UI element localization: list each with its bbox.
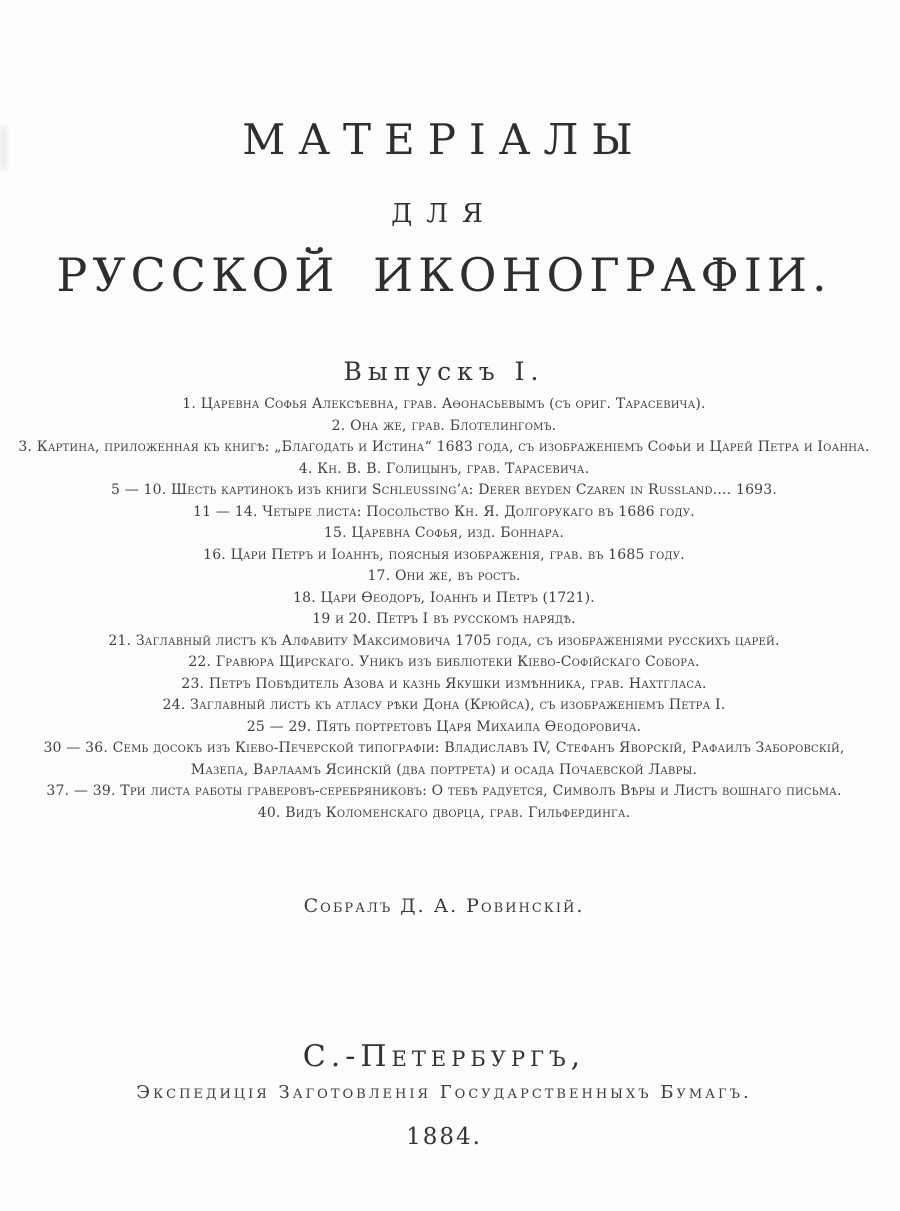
list-item: 11 — 14. Четыре листа: Посольство Кн. Я. Долгорукаго въ 1686 году.: [193, 503, 695, 520]
title-preposition: ДЛЯ: [391, 199, 497, 229]
list-item: 5 — 10. Шесть картинокъ изъ книги Schleussing’a: Derer beyden Czaren in Russland.... 1693.: [110, 482, 778, 498]
list-item: 4. Кн. В. В. Голицынъ, грав. Тарасевича.: [298, 460, 590, 477]
list-item: 2. Она же, грав. Блотелингомъ.: [331, 417, 557, 434]
imprint-publisher: Экспедиція Заготовленія Государственныхъ Бумагъ.: [136, 1082, 752, 1103]
compiler-line: Собралъ Д. А. Ровинскій.: [303, 895, 585, 917]
list-item: 16. Цари Петръ и Іоаннъ, поясныя изображенія, грав. въ 1685 году.: [203, 546, 685, 563]
list-item: 24. Заглавный листъ къ атласу рѣки Дона (Крюйса), съ изображеніемъ Петра I.: [162, 697, 726, 713]
imprint-city: С.-Петербургъ,: [302, 1039, 586, 1074]
list-item: 18. Цари Ѳеодоръ, Іоаннъ и Петръ (1721).: [293, 589, 595, 606]
list-item: 25 — 29. Пять портретовъ Царя Михаила Ѳеодоровича.: [246, 718, 642, 735]
imprint-year: 1884.: [406, 1124, 482, 1150]
list-item: 37. — 39. Три листа работы граверовъ-серебряниковъ: О тебѣ радуется, Символъ Вѣры и Листъ вошнаго письма.: [46, 783, 842, 799]
list-item: 23. Петръ Побѣдитель Азова и казнь Якушки измѣнника, грав. Нахтгласа.: [181, 675, 707, 692]
list-item: 19 и 20. Петръ I въ русскомъ нарядѣ.: [312, 611, 576, 627]
list-item: 1. Царевна Софья Алексѣевна, грав. Аѳонасьевымъ (съ ориг. Тарасевича).: [182, 396, 706, 412]
title-subject: РУССКОЙ ИКОНОГРАФІИ.: [56, 248, 832, 302]
contents-list: [4, 394, 884, 824]
list-item: 15. Царевна Софья, изд. Боннара.: [323, 525, 565, 541]
list-item: 40. Видъ Коломенскаго дворца, грав. Гильфердинга.: [257, 804, 631, 821]
list-item: 22. Гравюра Щирскаго. Уникъ изъ библіотеки Кіево-Софійскаго Собора.: [188, 654, 700, 670]
list-item: 17. Они же, въ ростъ.: [367, 568, 521, 584]
list-item: 21. Заглавный листъ къ Алфавиту Максимовича 1705 года, съ изображеніями русскихъ царей.: [108, 632, 780, 649]
list-item: 3. Картина, приложенная къ книгѣ: „Благодать и Истина“ 1683 года, съ изображеніемъ Софьи и Царей Петра и Іоанна.: [18, 439, 870, 455]
page-title: МАТЕРІАЛЫ: [242, 115, 646, 164]
list-item: 30 — 36. Семь досокъ изъ Кіево-Печерской типографіи: Владиславъ IV, Стефанъ Яворскій, Рафаилъ Заборовскій, Мазепа, Варлаамъ Ясинскій (два портрета) и осада Почаевской Лавры.: [43, 740, 845, 778]
issue-label: Выпускъ I.: [343, 357, 545, 386]
